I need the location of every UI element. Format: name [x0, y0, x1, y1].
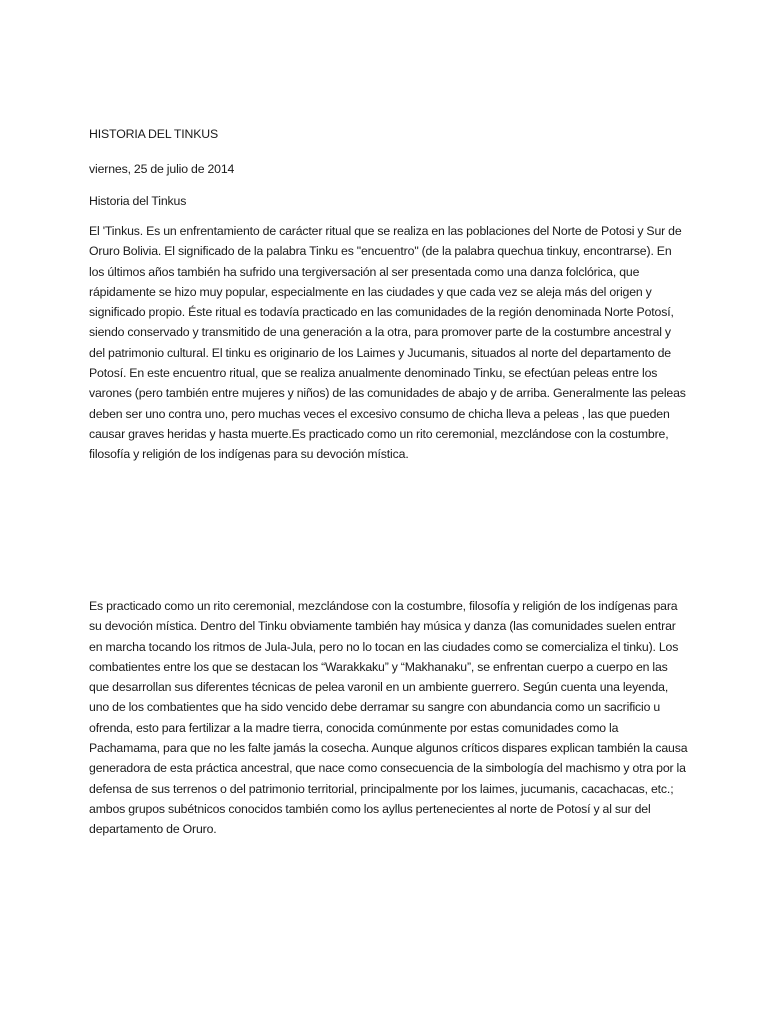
post-date: viernes, 25 de julio de 2014 [89, 162, 235, 176]
paragraph-2: Es practicado como un rito ceremonial, mezclándose con la costumbre, filosofía y religión de los indígenas para su devoción mística. Dentro del Tinku obviamente también hay música y danza (las comunidades suelen entrar en marcha tocando los ritmos de Jula-Jula, pero no lo tocan en las ciudades como se comercializa el tinku). Los combatientes entre los que se destacan los “Warakkaku” y “Makhanaku”, se enfrentan cuerpo a cuerpo en las que desarrollan sus diferentes técnicas de pelea varonil en un ambiente guerrero. Según cuenta una leyenda, uno de los combatientes que ha sido vencido debe derramar su sangre con abundancia como un sacrificio u ofrenda, esto para fertilizar a la madre tierra, conocida comúnmente por estas comunidades como la Pachamama, para que no les falte jamás la cosecha. Aunque algunos críticos dispares explican también la causa generadora de esta práctica ancestral, que nace como consecuencia de la simbología del machismo y otra por la defensa de sus terrenos o del patrimonio territorial, principalmente por los laimes, jucumanis, cacachacas, etc.; ambos grupos subétnicos conocidos también como los ayllus pertenecientes al norte de Potosí y al sur del departamento de Oruro. [89, 599, 688, 837]
document-subtitle: Historia del Tinkus [89, 194, 187, 208]
document-heading: HISTORIA DEL TINKUS [89, 127, 219, 141]
paragraph-1: El 'Tinkus. Es un enfrentamiento de carácter ritual que se realiza en las poblaciones del Norte de Potosi y Sur de Oruro Bolivia. El significado de la palabra Tinku es "encuentro" (de la palabra quechua tinkuy, encontrarse). En los últimos años también ha sufrido una tergiversación al ser presentada como una danza folclórica, que rápidamente se hizo muy popular, especialmente en las ciudades y que cada vez se aleja más del origen y significado propio. Éste ritual es todavía practicado en las comunidades de la región denominada Norte Potosí, siendo conservado y transmitido de una generación a la otra, para promover parte de la costumbre ancestral y del patrimonio cultural. El tinku es originario de los Laimes y Jucumanis, situados al norte del departamento de Potosí. En este encuentro ritual, que se realiza anualmente denominado Tinku, se efectúan peleas entre los varones (pero también entre mujeres y niños) de las comunidades de abajo y de arriba. Generalmente las peleas deben ser uno contra uno, pero muchas veces el excesivo consumo de chicha lleva a peleas , las que pueden causar graves heridas y hasta muerte.Es practicado como un rito ceremonial, mezclándose con la costumbre, filosofía y religión de los indígenas para su devoción mística. [89, 224, 686, 462]
